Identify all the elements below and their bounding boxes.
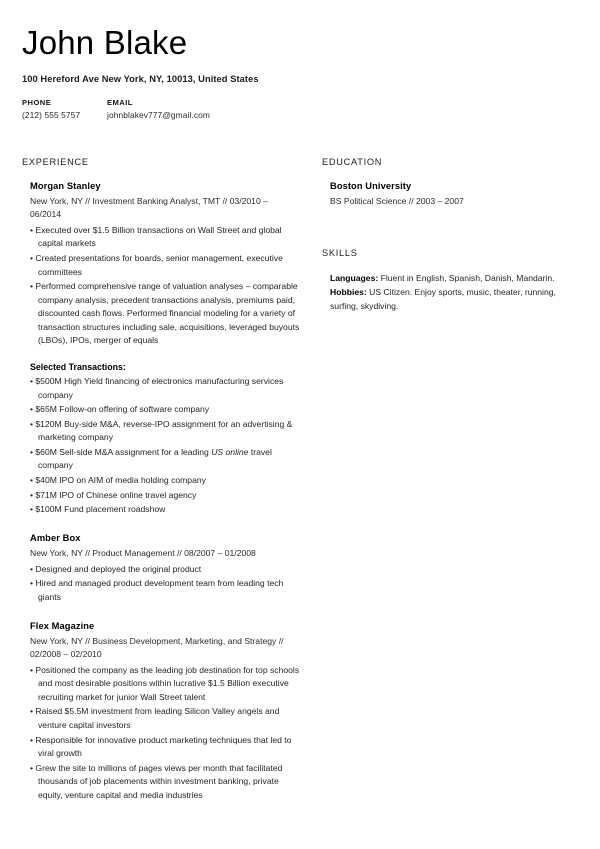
experience-meta: New York, NY // Investment Banking Analyst, TMT // 03/2010 – 06/2014 — [30, 195, 268, 219]
contact-row — [22, 98, 578, 120]
email-block — [107, 98, 210, 120]
education-entry — [322, 181, 582, 208]
candidate-name: John Blake — [22, 24, 188, 61]
skills-value: US Citizen. Enjoy sports, music, theater, running, surfing, skydiving. — [330, 286, 556, 311]
experience-company: Amber Box — [30, 532, 81, 543]
skills-line — [330, 272, 582, 286]
section-title-education: EDUCATION — [322, 156, 383, 167]
experience-column — [0, 157, 312, 804]
experience-bullet: • Executed over $1.5 Billion transactions on Wall Street and global capital markets — [30, 224, 300, 251]
experience-bullet: • Performed comprehensive range of valuation analyses – comparable company analysis, precedent transactions analysis, premiums paid, discounted cash flows. Performed financial modeling for a variety of transaction structures including sale, acquisitions, leveraged buyouts (LBOs), IPOs, merger of equals — [30, 280, 300, 348]
section-title-experience: EXPERIENCE — [22, 156, 89, 167]
selected-transactions-heading: Selected Transactions: — [30, 361, 126, 372]
candidate-address: 100 Hereford Ave New York, NY, 10013, United States — [22, 73, 259, 84]
experience-entry — [22, 533, 300, 605]
phone-block — [22, 98, 107, 120]
experience-bullet: • Created presentations for boards, senior management, executive committees — [30, 252, 300, 279]
skills-list — [322, 272, 582, 314]
education-school: Boston University — [330, 180, 412, 191]
skills-value: Fluent in English, Spanish, Danish, Mandarin. — [378, 272, 555, 283]
skills-line — [330, 286, 582, 314]
email-value: johnblakev777@gmail.com — [107, 109, 210, 120]
experience-bullet: • Hired and managed product development team from leading tech giants — [30, 577, 300, 604]
experience-bullet-list — [30, 224, 300, 348]
spacer — [30, 349, 300, 362]
skills-key: Hobbies: — [330, 286, 367, 297]
experience-bullet: • Positioned the company as the leading job destination for top schools and most desirable positions within lucrative $1.5 Billion executive recruiting market for junior Wall Street talent — [30, 664, 300, 705]
experience-list — [22, 181, 300, 803]
education-list — [322, 181, 582, 208]
phone-value: (212) 555 5757 — [22, 109, 81, 120]
transaction-bullet: • $120M Buy-side M&A, reverse-IPO assignment for an advertising & marketing company — [30, 418, 300, 445]
transaction-bullet: • $40M IPO on AIM of media holding company — [30, 474, 300, 488]
selected-transactions-list — [30, 375, 300, 517]
experience-bullet: • Grew the site to millions of pages views per month that facilitated thousands of job placements within investment banking, private equity, venture capital and media industries — [30, 762, 300, 803]
experience-meta: New York, NY // Product Management // 08/2007 – 01/2008 — [30, 547, 256, 558]
transaction-bullet: • $100M Fund placement roadshow — [30, 503, 300, 517]
experience-bullet-list — [30, 664, 300, 803]
experience-bullet: • Responsible for innovative product marketing techniques that led to viral growth — [30, 734, 300, 761]
resume-header — [0, 0, 600, 120]
experience-bullet-list — [30, 563, 300, 605]
experience-bullet: • Raised $5.5M investment from leading Silicon Valley angels and venture capital investors — [30, 705, 300, 732]
section-title-skills: SKILLS — [322, 247, 358, 258]
transaction-bullet: • $65M Follow-on offering of software company — [30, 403, 300, 417]
experience-meta: New York, NY // Business Development, Marketing, and Strategy // 02/2008 – 02/2010 — [30, 635, 284, 659]
resume-columns — [0, 157, 600, 804]
skills-key: Languages: — [330, 272, 379, 283]
experience-bullet: • Designed and deployed the original product — [30, 563, 300, 577]
education-meta: BS Political Science // 2003 – 2007 — [330, 195, 464, 206]
experience-company: Flex Magazine — [30, 620, 95, 631]
email-label: EMAIL — [107, 97, 133, 107]
transaction-bullet: • $71M IPO of Chinese online travel agency — [30, 489, 300, 503]
experience-company: Morgan Stanley — [30, 180, 101, 191]
transaction-bullet: • $500M High Yield financing of electronics manufacturing services company — [30, 375, 300, 402]
phone-label: PHONE — [22, 97, 52, 107]
experience-entry — [22, 621, 300, 803]
education-skills-column — [312, 157, 600, 804]
experience-entry — [22, 181, 300, 517]
transaction-bullet: • $60M Sell-side M&A assignment for a leading US online travel company — [30, 446, 300, 473]
